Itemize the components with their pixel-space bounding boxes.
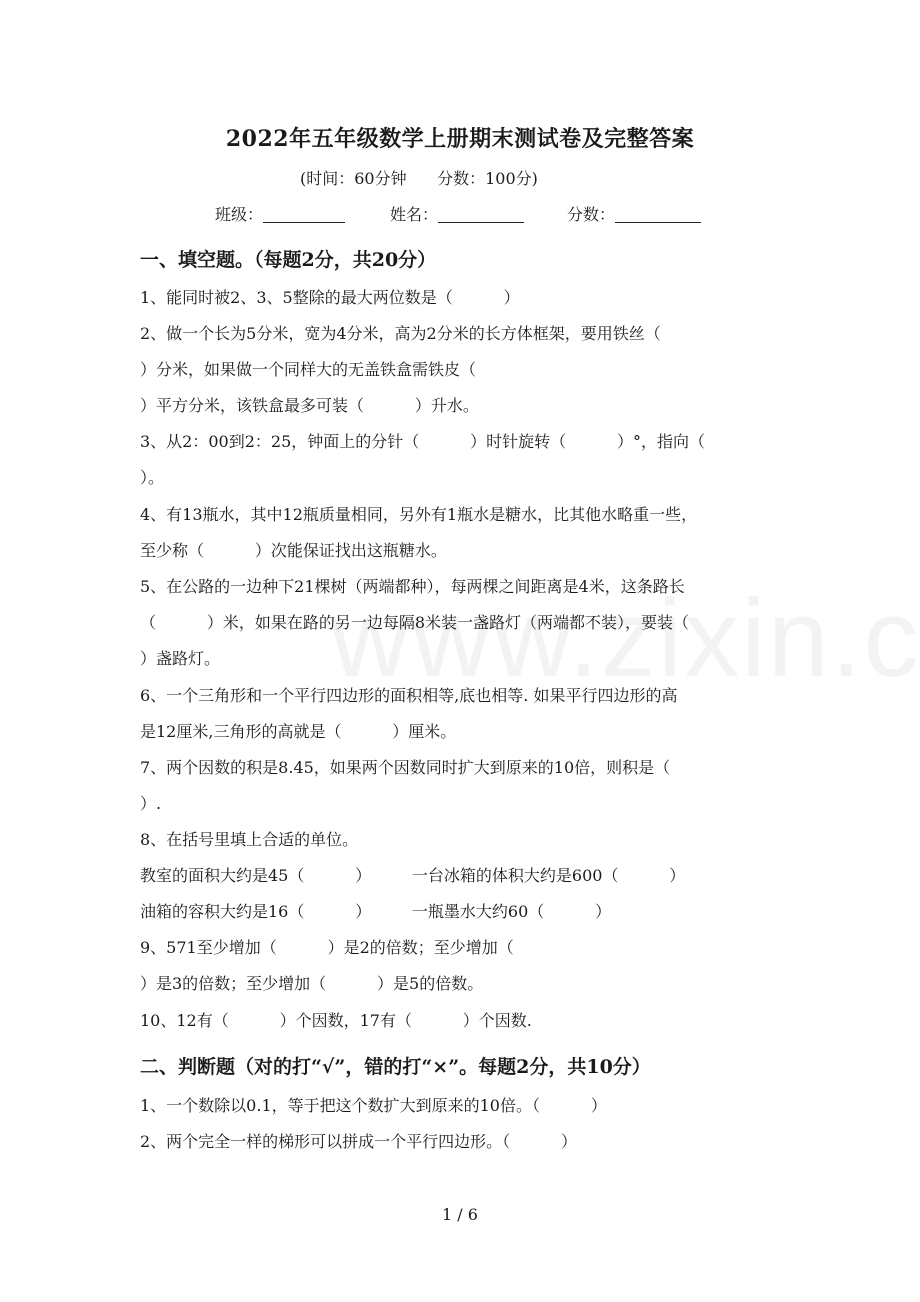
question-line: 6、一个三角形和一个平行四边形的面积相等,底也相等. 如果平行四边形的高 <box>140 686 678 705</box>
question-line: 1、能同时被2、3、5整除的最大两位数是（ ） <box>140 288 520 307</box>
score-field <box>567 202 701 225</box>
name-field <box>390 202 524 225</box>
question-line: ）是3的倍数；至少增加（ ）是5的倍数。 <box>140 974 484 993</box>
exam-meta: (时间：60分钟 分数：100分) <box>300 169 538 188</box>
page-number: 1 / 6 <box>442 1205 478 1224</box>
question-line: ）盏路灯。 <box>140 649 221 668</box>
class-field <box>215 202 345 225</box>
question-line: ）分米，如果做一个同样大的无盖铁盒需铁皮（ <box>140 360 477 379</box>
question-line: 教室的面积大约是45（ ） 一台冰箱的体积大约是600（ ） <box>140 866 686 885</box>
question-line: 2、做一个长为5分米，宽为4分米，高为2分米的长方体框架，要用铁丝（ <box>140 324 661 343</box>
question-line: 5、在公路的一边种下21棵树（两端都种），每两棵之间距离是4米，这条路长 <box>140 577 685 596</box>
question-line: 4、有13瓶水，其中12瓶质量相同，另外有1瓶水是糖水，比其他水略重一些， <box>140 505 698 524</box>
section-heading-fill-blank: 一、填空题。（每题2分，共20分） <box>140 249 437 271</box>
name-blank <box>438 206 524 223</box>
question-line: 2、两个完全一样的梯形可以拼成一个平行四边形。（ ） <box>140 1132 578 1151</box>
question-line: ）。 <box>140 468 165 487</box>
question-line: ）平方分米，该铁盒最多可装（ ）升水。 <box>140 396 479 415</box>
name-label: 姓名： <box>390 205 439 224</box>
question-line: 9、571至少增加（ ）是2的倍数；至少增加（ <box>140 938 514 957</box>
question-line: （ ）米，如果在路的另一边每隔8米装一盏路灯（两端都不装），要装（ <box>140 613 690 632</box>
question-line: 8、在括号里填上合适的单位。 <box>140 830 359 849</box>
question-line: 油箱的容积大约是16（ ） 一瓶墨水大约60（ ） <box>140 902 612 921</box>
class-label: 班级： <box>215 205 264 224</box>
score-blank <box>615 206 701 223</box>
score-label: 分数： <box>567 205 616 224</box>
question-line: 是12厘米,三角形的高就是（ ）厘米。 <box>140 722 457 741</box>
question-line: 至少称（ ）次能保证找出这瓶糖水。 <box>140 541 447 560</box>
question-line: 1、一个数除以0.1，等于把这个数扩大到原来的10倍。（ ） <box>140 1096 607 1115</box>
question-line: 10、12有（ ）个因数，17有（ ）个因数. <box>140 1011 532 1030</box>
question-line: 3、从2：00到2：25，钟面上的分针（ ）时针旋转（ ）°，指向（ <box>140 432 705 451</box>
question-line: 7、两个因数的积是8.45，如果两个因数同时扩大到原来的10倍，则积是（ <box>140 758 671 777</box>
question-line: ）. <box>140 794 162 813</box>
section-heading-true-false: 二、判断题（对的打“√”，错的打“×”。每题2分，共10分） <box>140 1056 651 1078</box>
page-title: 2022年五年级数学上册期末测试卷及完整答案 <box>225 126 695 152</box>
class-blank <box>263 206 345 223</box>
